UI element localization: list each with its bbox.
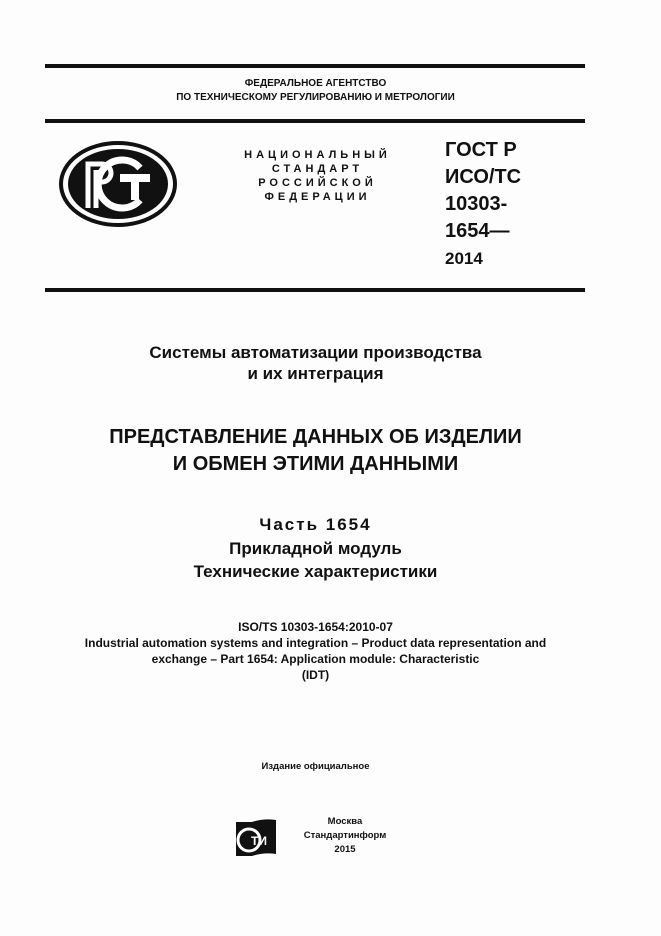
publisher-year: 2015	[334, 844, 356, 855]
header-rule	[45, 119, 585, 123]
designation-line-1: ГОСТ Р	[445, 139, 517, 161]
svg-text:ТИ: ТИ	[251, 834, 267, 848]
standard-type-line-2: СТАНДАРТ	[271, 163, 364, 175]
series-title-2: и их интеграция	[247, 364, 384, 383]
iso-ref-4: (IDT)	[301, 668, 330, 682]
standard-designation	[445, 137, 521, 272]
iso-ref-1: ISO/TS 10303-1654:2010-07	[238, 620, 393, 634]
publisher-block	[290, 815, 400, 857]
iso-ref-3: exchange – Part 1654: Application module: Characteristic	[151, 652, 480, 666]
agency-line-2: ПО ТЕХНИЧЕСКОМУ РЕГУЛИРОВАНИЮ И МЕТРОЛОГИИ	[176, 92, 455, 103]
edition-label: Издание официальное	[261, 761, 370, 772]
gost-r-logo-icon	[58, 140, 178, 228]
title-rule	[45, 288, 585, 292]
publisher-name: Стандартинформ	[303, 830, 387, 841]
designation-line-5: 2014	[445, 249, 483, 268]
main-title-1: ПРЕДСТАВЛЕНИЕ ДАННЫХ ОБ ИЗДЕЛИИ	[109, 426, 522, 448]
part-subtitle-1: Прикладной модуль	[229, 539, 402, 558]
main-title-2: И ОБМЕН ЭТИМИ ДАННЫМИ	[172, 453, 459, 475]
standard-type-line-3: РОССИЙСКОЙ	[258, 177, 377, 189]
standard-type-line-4: ФЕДЕРАЦИИ	[264, 191, 371, 203]
standartinform-logo-icon	[234, 818, 278, 858]
part-number: Часть 1654	[259, 515, 372, 534]
iso-ref-2: Industrial automation systems and integration – Product data representation and	[84, 636, 547, 650]
top-rule	[45, 64, 585, 68]
publisher-city: Москва	[327, 816, 363, 827]
standard-type-line-1: НАЦИОНАЛЬНЫЙ	[244, 149, 391, 161]
part-subtitle-2: Технические характеристики	[193, 562, 438, 581]
designation-line-4: 1654—	[445, 220, 510, 242]
designation-line-2: ИСО/ТС	[445, 166, 522, 188]
designation-line-3: 10303-	[445, 193, 508, 215]
agency-line-1: ФЕДЕРАЛЬНОЕ АГЕНТСТВО	[244, 78, 387, 89]
series-title-1: Системы автоматизации производства	[149, 343, 482, 362]
